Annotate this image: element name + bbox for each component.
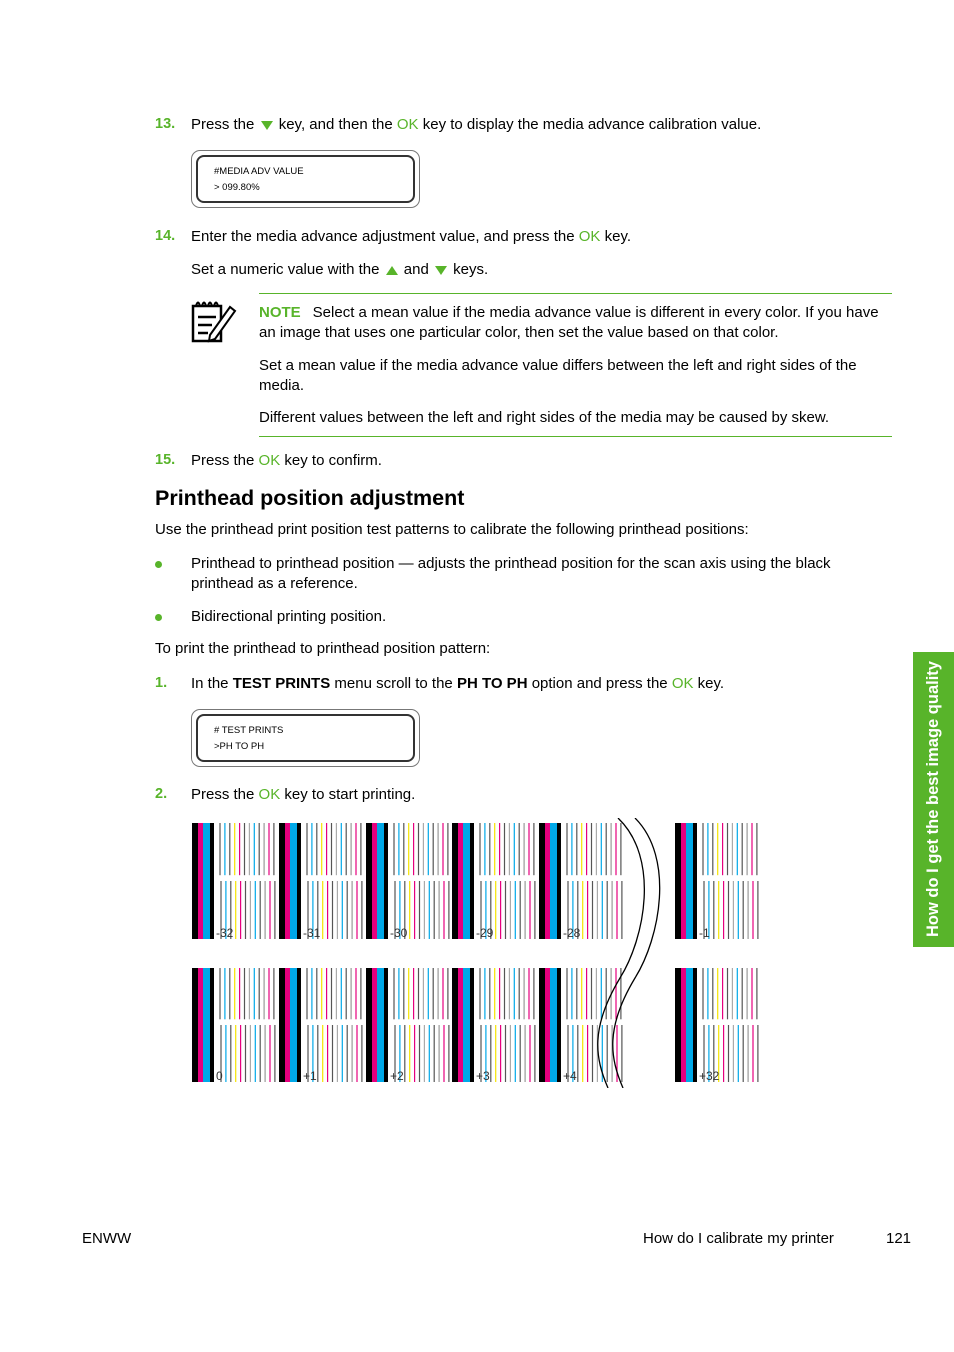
black-bar: [470, 823, 474, 939]
pattern-offset-label: +1: [303, 1069, 317, 1083]
note-icon: [190, 297, 238, 345]
step-number: 15.: [155, 452, 176, 468]
cyan-bar: [550, 968, 557, 1082]
pattern-offset-label: +4: [563, 1069, 577, 1083]
note-bottom-rule: [259, 436, 892, 437]
page-number: 121: [886, 1230, 912, 1247]
cyan-bar: [463, 823, 470, 939]
black-bar: [693, 968, 697, 1082]
magenta-bar: [372, 823, 377, 939]
section-intro: Use the printhead print position test patterns to calibrate the following printhead positions:: [155, 521, 749, 538]
note-top-rule: [259, 293, 892, 294]
pattern-offset-label: +3: [476, 1069, 490, 1083]
step-15-text: Press the OK key to confirm.: [191, 452, 382, 469]
footer-left: ENWW: [82, 1230, 132, 1247]
pattern-offset-label: -29: [476, 926, 494, 940]
black-bar: [452, 968, 458, 1082]
pattern-offset-label: -30: [390, 926, 408, 940]
lcd-display: [191, 150, 420, 208]
black-bar: [675, 823, 681, 939]
black-bar: [539, 968, 545, 1082]
cyan-bar: [463, 968, 470, 1082]
step-number: 14.: [155, 228, 176, 244]
step-2-text: Press the OK key to start printing.: [191, 786, 416, 803]
step-1-text: In the TEST PRINTS menu scroll to the PH TO PH option and press the OK key.: [191, 675, 725, 692]
magenta-bar: [545, 823, 550, 939]
pattern-offset-label: -1: [699, 926, 710, 940]
black-bar: [384, 968, 388, 1082]
black-bar: [557, 823, 561, 939]
note-paragraph-3: Different values between the left and right sides of the media may be caused by skew.: [259, 409, 830, 426]
black-bar: [210, 823, 214, 939]
break-line: [613, 818, 660, 1088]
lcd-line-2: >PH TO PH: [214, 741, 265, 752]
note-paragraph-1: NOTE Select a mean value if the media advance value is different in every color. If you have an image that uses one particular color, then set the value based on that color.: [259, 304, 879, 341]
magenta-bar: [285, 823, 290, 939]
chapter-side-tab: [913, 652, 954, 947]
black-bar: [557, 968, 561, 1082]
black-bar: [470, 968, 474, 1082]
black-bar: [210, 968, 214, 1082]
bullet-icon: [155, 614, 162, 621]
cyan-bar: [377, 968, 384, 1082]
magenta-bar: [458, 968, 463, 1082]
magenta-bar: [198, 968, 203, 1082]
cyan-bar: [550, 823, 557, 939]
bullet-item-2: Bidirectional printing position.: [191, 608, 387, 625]
black-bar: [366, 968, 372, 1082]
section-heading: Printhead position adjustment: [155, 486, 465, 510]
cyan-bar: [290, 968, 297, 1082]
pattern-offset-label: -31: [303, 926, 321, 940]
pattern-offset-label: +32: [699, 1069, 720, 1083]
section-lead: To print the printhead to printhead position pattern:: [155, 640, 491, 657]
test-pattern-image: [190, 818, 760, 1088]
footer-title: How do I calibrate my printer: [643, 1230, 834, 1247]
step-14-subtext: Set a numeric value with the and keys.: [191, 261, 489, 278]
black-bar: [366, 823, 372, 939]
pattern-offset-label: +2: [390, 1069, 404, 1083]
magenta-bar: [285, 968, 290, 1082]
pattern-offset-label: -32: [216, 926, 234, 940]
black-bar: [297, 823, 301, 939]
step-14-text: Enter the media advance adjustment value, and press the OK key.: [191, 228, 632, 245]
black-bar: [297, 968, 301, 1082]
down-arrow-icon: [261, 121, 273, 130]
magenta-bar: [198, 823, 203, 939]
cyan-bar: [290, 823, 297, 939]
lcd-line-1: #MEDIA ADV VALUE: [214, 166, 304, 177]
pattern-offset-label: 0: [216, 1069, 223, 1083]
magenta-bar: [458, 823, 463, 939]
black-bar: [384, 823, 388, 939]
cyan-bar: [203, 823, 210, 939]
magenta-bar: [681, 968, 686, 1082]
cyan-bar: [203, 968, 210, 1082]
pattern-offset-label: -28: [563, 926, 581, 940]
step-number: 1.: [155, 675, 168, 691]
step-number: 13.: [155, 116, 176, 132]
bullet-item-1: Printhead to printhead position — adjusts the printhead position for the scan axis using the black printhead as a reference.: [191, 555, 831, 592]
black-bar: [192, 823, 198, 939]
lcd-line-2: > 099.80%: [214, 182, 260, 193]
magenta-bar: [681, 823, 686, 939]
black-bar: [693, 823, 697, 939]
step-13-text: Press the key, and then the OK key to display the media advance calibration value.: [191, 116, 762, 133]
black-bar: [539, 823, 545, 939]
lcd-display: [191, 709, 420, 767]
magenta-bar: [545, 968, 550, 1082]
note-paragraph-2: Set a mean value if the media advance value differs between the left and right sides of the media.: [259, 357, 857, 394]
black-bar: [675, 968, 681, 1082]
up-arrow-icon: [386, 266, 398, 275]
side-tab-label: How do I get the best image quality: [924, 661, 942, 937]
down-arrow-icon: [435, 266, 447, 275]
step-number: 2.: [155, 786, 168, 802]
black-bar: [192, 968, 198, 1082]
bullet-icon: [155, 561, 162, 568]
lcd-line-1: # TEST PRINTS: [214, 725, 284, 736]
black-bar: [279, 968, 285, 1082]
black-bar: [452, 823, 458, 939]
note-label: NOTE: [259, 304, 301, 321]
cyan-bar: [377, 823, 384, 939]
black-bar: [279, 823, 285, 939]
cyan-bar: [686, 823, 693, 939]
cyan-bar: [686, 968, 693, 1082]
magenta-bar: [372, 968, 377, 1082]
